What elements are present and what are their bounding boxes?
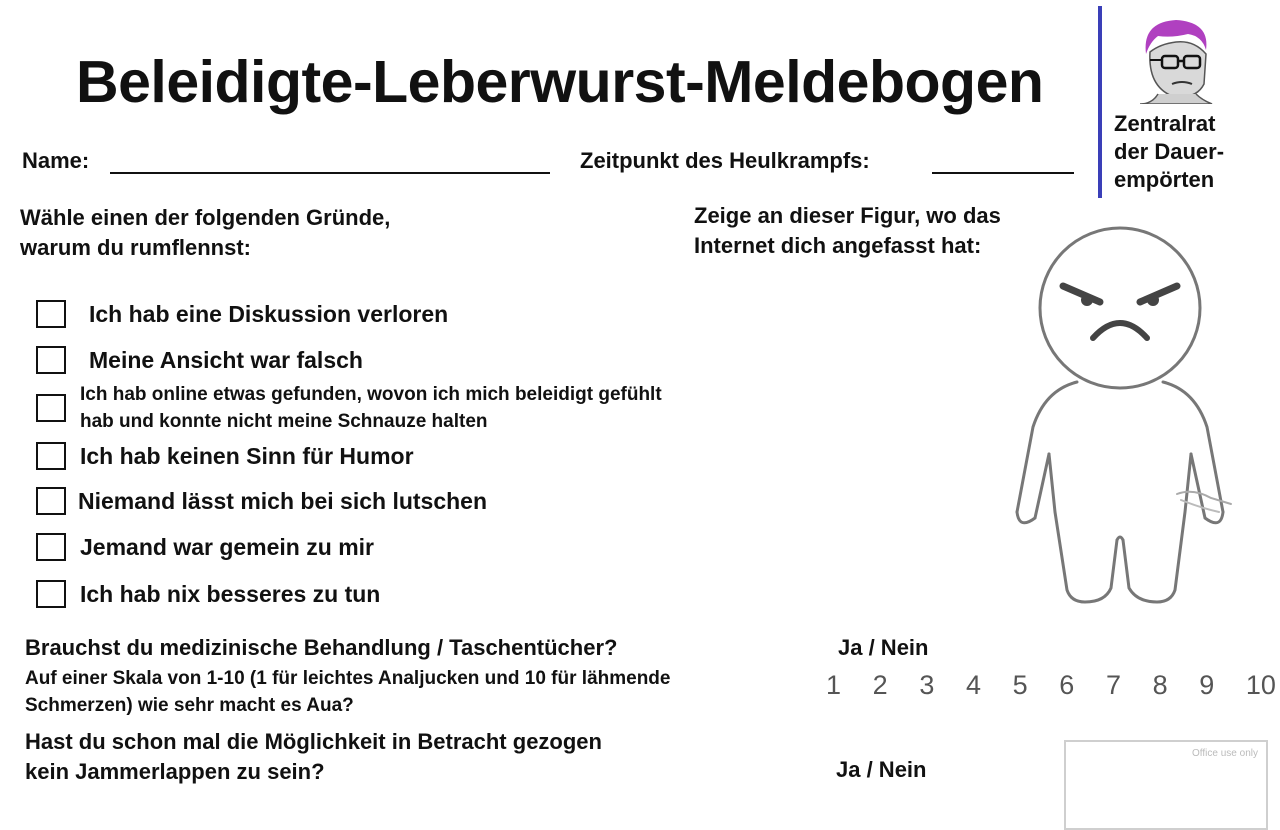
reason-checkbox[interactable] bbox=[36, 533, 66, 561]
pain-scale-option[interactable]: 6 bbox=[1059, 670, 1075, 700]
reason-label: Ich hab eine Diskussion verloren bbox=[89, 301, 449, 327]
figure-prompt-line: Internet dich angefasst hat: bbox=[694, 233, 982, 258]
reasons-prompt-line: Wähle einen der folgenden Gründe, bbox=[20, 205, 391, 230]
organization-line: der Dauer- bbox=[1114, 139, 1225, 164]
figure-prompt-line: Zeige an dieser Figur, wo das bbox=[694, 203, 1001, 228]
organization-name bbox=[1114, 110, 1224, 194]
crybaby-answer[interactable]: Ja / Nein bbox=[836, 757, 927, 782]
reason-checkbox[interactable] bbox=[36, 394, 66, 422]
reason-checkbox[interactable] bbox=[36, 442, 66, 470]
reason-label bbox=[80, 381, 662, 435]
pain-scale-option[interactable]: 5 bbox=[1012, 670, 1028, 700]
reason-checkbox[interactable] bbox=[36, 580, 66, 608]
reason-checkbox[interactable] bbox=[36, 346, 66, 374]
pain-scale bbox=[826, 670, 1276, 701]
pain-scale-question-line: Schmerzen) wie sehr macht es Aua? bbox=[25, 695, 354, 716]
reason-label: Meine Ansicht war falsch bbox=[89, 347, 363, 373]
time-label: Zeitpunkt des Heulkrampfs: bbox=[580, 148, 870, 173]
pain-scale-option[interactable]: 1 bbox=[826, 670, 842, 700]
reason-label: Ich hab keinen Sinn für Humor bbox=[80, 443, 414, 469]
office-use-label: Office use only bbox=[1192, 748, 1258, 759]
crybaby-question-line: Hast du schon mal die Möglichkeit in Betracht gezogen bbox=[25, 729, 602, 754]
office-use-box bbox=[1064, 740, 1268, 830]
reasons-prompt bbox=[20, 203, 390, 263]
pain-scale-option[interactable]: 8 bbox=[1152, 670, 1168, 700]
pain-scale-option[interactable]: 3 bbox=[919, 670, 935, 700]
avatar-icon bbox=[1132, 14, 1218, 104]
name-label: Name: bbox=[22, 148, 90, 173]
pain-scale-option[interactable]: 4 bbox=[965, 670, 981, 700]
pain-scale-option[interactable]: 10 bbox=[1245, 670, 1276, 700]
name-field[interactable] bbox=[110, 172, 550, 174]
pain-scale-question bbox=[25, 665, 670, 719]
header-divider bbox=[1098, 6, 1102, 198]
form-title: Beleidigte-Leberwurst-Meldebogen bbox=[76, 49, 1044, 115]
reason-label-line: hab und konnte nicht meine Schnauze halten bbox=[80, 411, 488, 432]
crybaby-question bbox=[25, 727, 602, 787]
reason-checkbox[interactable] bbox=[36, 300, 66, 328]
reason-label: Ich hab nix besseres zu tun bbox=[80, 581, 381, 607]
reason-label: Niemand lässt mich bei sich lutschen bbox=[78, 488, 488, 514]
treatment-answer[interactable]: Ja / Nein bbox=[838, 635, 929, 660]
figure-prompt bbox=[694, 201, 1001, 261]
reasons-prompt-line: warum du rumflennst: bbox=[20, 235, 252, 260]
angry-figure[interactable] bbox=[1005, 222, 1260, 617]
treatment-question: Brauchst du medizinische Behandlung / Taschentücher? bbox=[25, 635, 618, 660]
reason-label: Jemand war gemein zu mir bbox=[80, 534, 374, 560]
pain-scale-question-line: Auf einer Skala von 1-10 (1 für leichtes Analjucken und 10 für lähmende bbox=[25, 668, 671, 689]
crybaby-question-line: kein Jammerlappen zu sein? bbox=[25, 759, 325, 784]
reason-label-line: Ich hab online etwas gefunden, wovon ich mich beleidigt gefühlt bbox=[80, 384, 662, 405]
pain-scale-option[interactable]: 7 bbox=[1105, 670, 1121, 700]
reason-checkbox[interactable] bbox=[36, 487, 66, 515]
pain-scale-option[interactable]: 9 bbox=[1199, 670, 1215, 700]
pain-scale-option[interactable]: 2 bbox=[872, 670, 888, 700]
time-field[interactable] bbox=[932, 172, 1074, 174]
organization-line: empörten bbox=[1114, 167, 1215, 192]
organization-line: Zentralrat bbox=[1114, 111, 1216, 136]
